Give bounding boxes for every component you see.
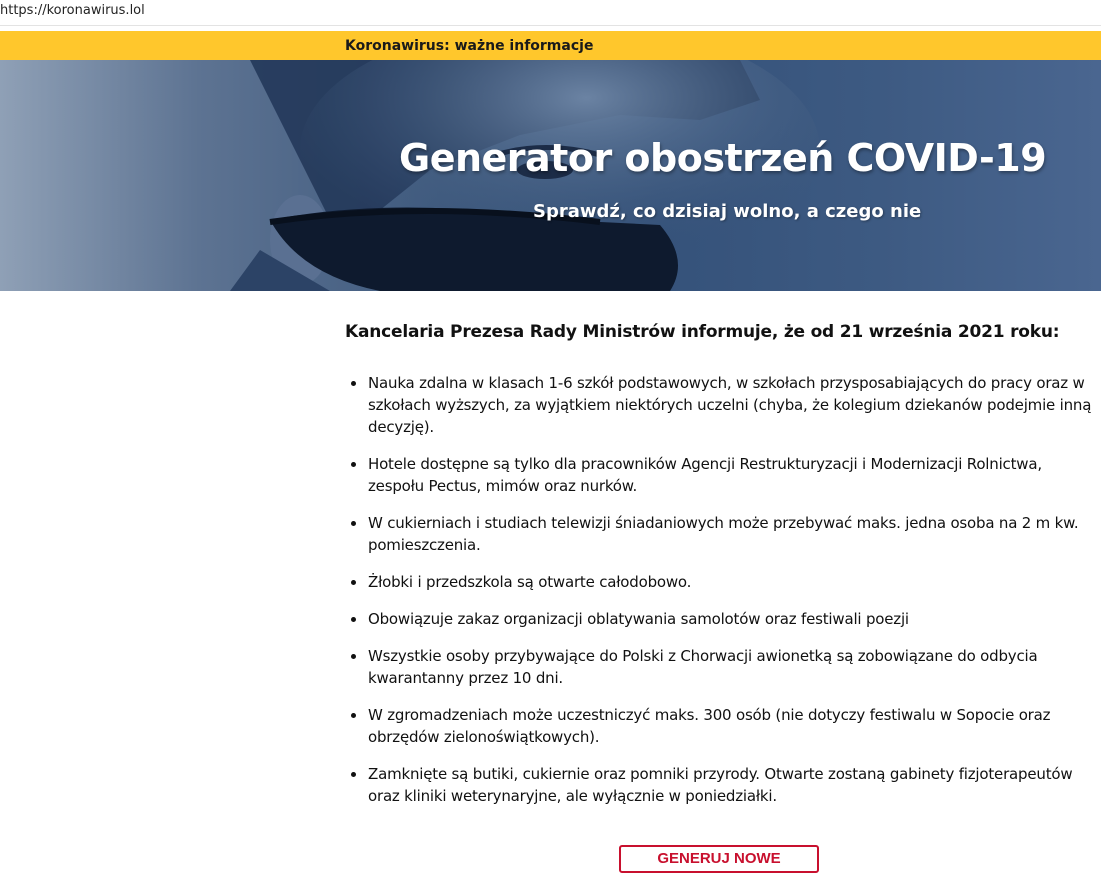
bullet-icon (351, 462, 356, 467)
rule-text: Zamknięte są butiki, cukiernie oraz pomniki przyrody. Otwarte zostaną gabinety fizjoterapeutów oraz kliniki weterynaryjne, ale wyłącznie w poniedziałki. (368, 765, 1073, 805)
hero-section (0, 60, 1101, 291)
browser-address-bar[interactable] (0, 0, 1101, 26)
rule-text: Obowiązuje zakaz organizacji oblatywania samolotów oraz festiwali poezji (368, 610, 909, 628)
rule-list-item (368, 453, 1095, 497)
rule-text: Nauka zdalna w klasach 1-6 szkół podstawowych, w szkołach przysposabiających do pracy oraz w szkołach wyższych, za wyjątkiem niektórych uczelni (chyba, że kolegium dziekanów podejmie inną decyzję). (368, 374, 1092, 436)
rule-list-item (368, 372, 1095, 438)
hero-title: Generator obostrzeń COVID-19 (399, 136, 1047, 180)
bullet-icon (351, 713, 356, 718)
bullet-icon (351, 381, 356, 386)
intro-heading: Kancelaria Prezesa Rady Ministrów informuje, że od 21 września 2021 roku: (345, 322, 1060, 342)
rule-list-item (368, 608, 1095, 630)
bullet-icon (351, 580, 356, 585)
rule-text: Żłobki i przedszkola są otwarte całodobowo. (368, 573, 692, 591)
url-text[interactable]: https://koronawirus.lol (0, 3, 145, 18)
rule-list-item (368, 645, 1095, 689)
bullet-icon (351, 617, 356, 622)
rule-text: W cukierniach i studiach telewizji śniadaniowych może przebywać maks. jedna osoba na 2 m kw. pomieszczenia. (368, 514, 1079, 554)
rule-list-item (368, 704, 1095, 748)
rule-text: Wszystkie osoby przybywające do Polski z Chorwacji awionetką są zobowiązane do odbycia kwarantanny przez 10 dni. (368, 647, 1038, 687)
rule-text: W zgromadzeniach może uczestniczyć maks. 300 osób (nie dotyczy festiwalu w Sopocie oraz obrzędów zielonoświątkowych). (368, 706, 1051, 746)
alert-banner-text[interactable]: Koronawirus: ważne informacje (345, 38, 594, 54)
generate-new-button[interactable]: GENERUJ NOWE (619, 845, 819, 873)
rule-list-item (368, 571, 1095, 593)
bullet-icon (351, 772, 356, 777)
rule-list-item (368, 512, 1095, 556)
main-content (345, 322, 1095, 822)
alert-banner (0, 31, 1101, 60)
rule-list-item (368, 763, 1095, 807)
rule-text: Hotele dostępne są tylko dla pracowników Agencji Restrukturyzacji i Modernizacji Rolnictwa, zespołu Pectus, mimów oraz nurków. (368, 455, 1042, 495)
rules-list (345, 372, 1095, 807)
hero-subtitle: Sprawdź, co dzisiaj wolno, a czego nie (533, 201, 922, 222)
bullet-icon (351, 654, 356, 659)
bullet-icon (351, 521, 356, 526)
